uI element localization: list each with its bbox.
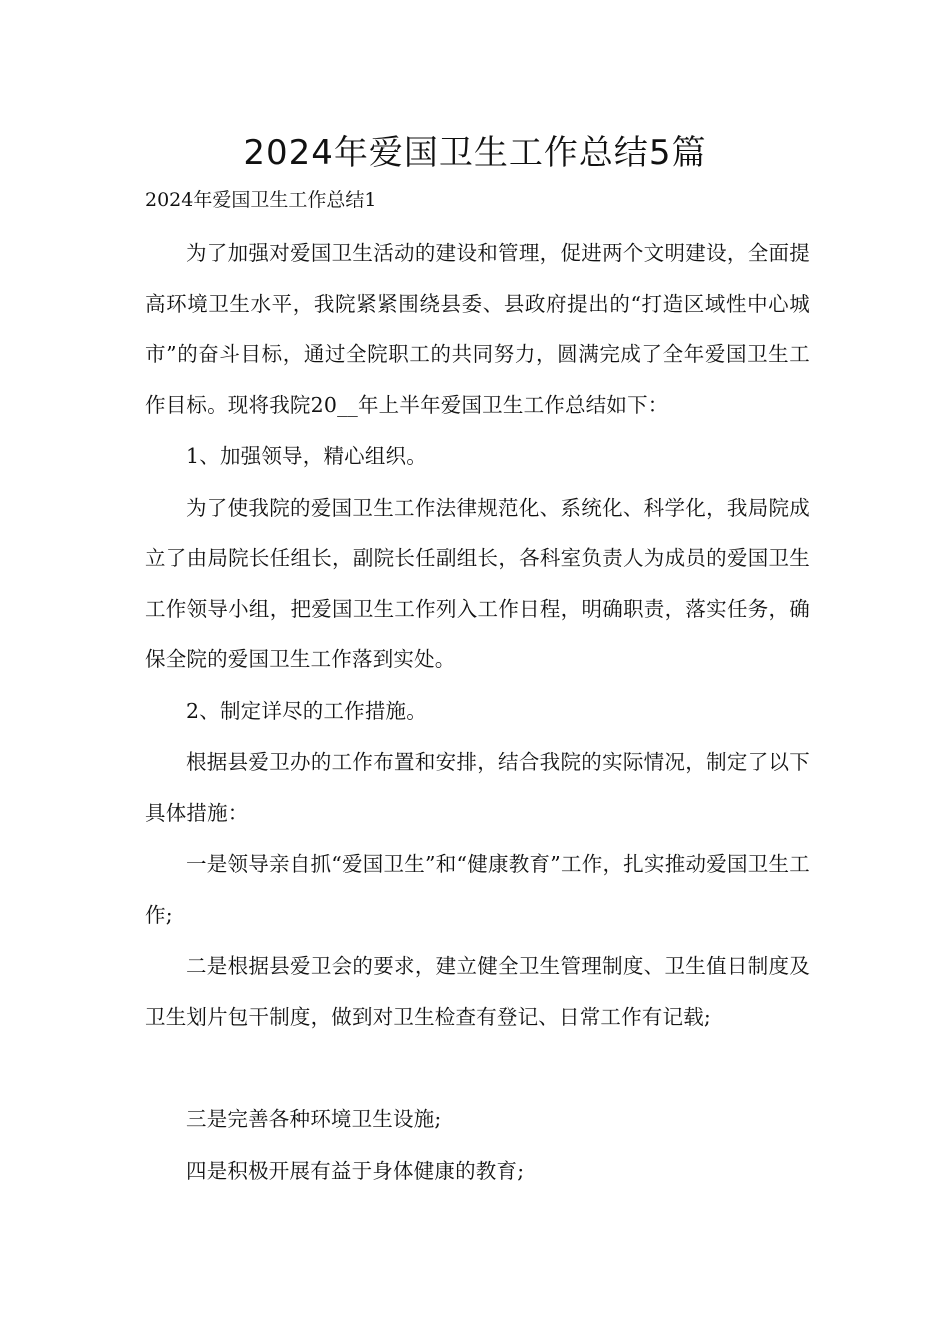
paragraph-heading-1: 1、加强领导，精心组织。 [186, 444, 427, 468]
paragraph-leadership: 为了使我院的爱国卫生工作法律规范化、系统化、科学化，我局院成立了由局院长任组长，副院长任副组长，各科室负责人为成员的爱国卫生工作领导小组，把爱国卫生工作列入工作日程，明确职责，落实任务，确保全院的爱国卫生工作落到实处。 [145, 495, 810, 671]
paragraph-measure-3: 三是完善各种环境卫生设施; [186, 1107, 442, 1131]
paragraph-measures-intro: 根据县爱卫办的工作布置和安排，结合我院的实际情况，制定了以下具体措施： [145, 750, 810, 825]
paragraph-measure-2: 二是根据县爱卫会的要求，建立健全卫生管理制度、卫生值日制度及卫生划片包干制度，做到对卫生检查有登记、日常工作有记载; [145, 954, 810, 1029]
document-subtitle: 2024年爱国卫生工作总结1 [145, 189, 377, 211]
paragraph-measure-4: 四是积极开展有益于身体健康的教育; [186, 1158, 525, 1183]
paragraph-gap [145, 1043, 810, 1094]
document-title: 2024年爱国卫生工作总结5篇 [243, 133, 707, 173]
document-body [145, 228, 810, 1197]
paragraph-intro: 为了加强对爱国卫生活动的建设和管理，促进两个文明建设，全面提高环境卫生水平，我院紧紧围绕县委、县政府提出的“打造区域性中心城市”的奋斗目标，通过全院职工的共同努力，圆满完成了全年爱国卫生工作目标。现将我院20__年上半年爱国卫生工作总结如下： [145, 241, 810, 417]
paragraph-heading-2: 2、制定详尽的工作措施。 [186, 698, 427, 723]
paragraph-measure-1: 一是领导亲自抓“爱国卫生”和“健康教育”工作，扎实推动爱国卫生工作; [145, 852, 810, 927]
